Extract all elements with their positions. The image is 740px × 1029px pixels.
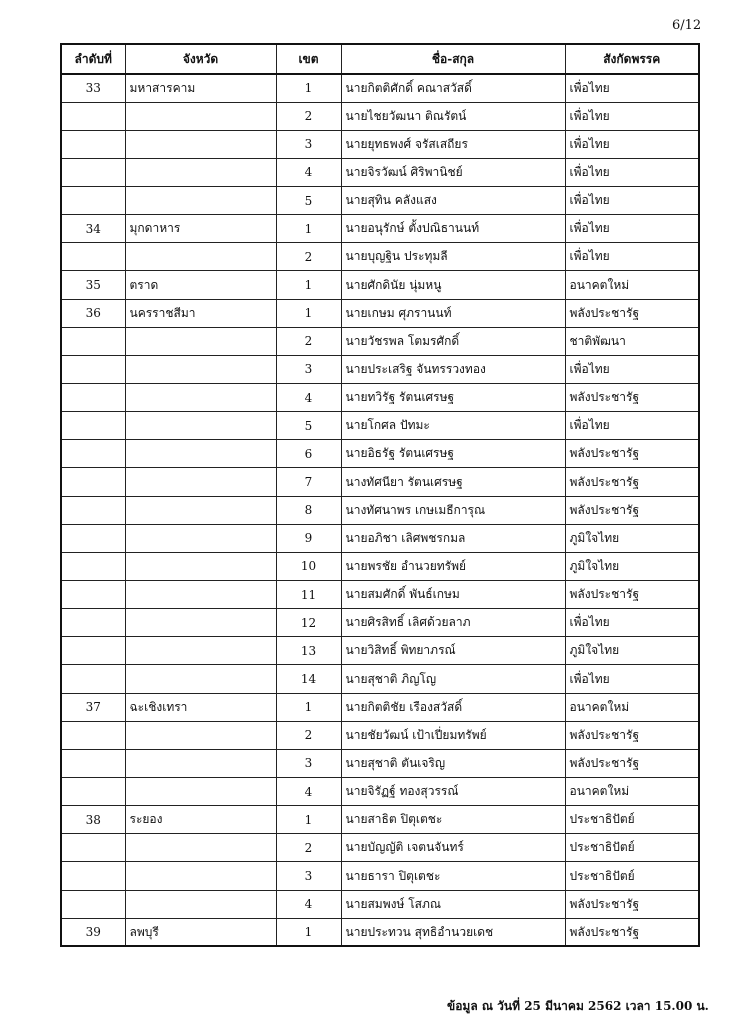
cell-district: 1: [276, 806, 341, 834]
table-row: [61, 862, 699, 890]
cell-province: [125, 130, 276, 158]
table-row: [61, 749, 699, 777]
cell-district: 2: [276, 102, 341, 130]
cell-name: นายจิรวัฒน์ ศิริพานิชย์: [341, 158, 565, 186]
cell-order: [61, 355, 125, 383]
cell-name: นายจิรัฏฐ์ ทองสุวรรณ์: [341, 778, 565, 806]
cell-district: 5: [276, 187, 341, 215]
cell-order: [61, 862, 125, 890]
cell-province: [125, 721, 276, 749]
cell-order: 33: [61, 74, 125, 102]
cell-district: 2: [276, 327, 341, 355]
table-row: [61, 552, 699, 580]
cell-party: อนาคตใหม่: [565, 778, 699, 806]
cell-party: พลังประชารัฐ: [565, 496, 699, 524]
cell-party: พลังประชารัฐ: [565, 581, 699, 609]
cell-district: 7: [276, 468, 341, 496]
cell-order: [61, 130, 125, 158]
cell-district: 1: [276, 693, 341, 721]
cell-name: นายกิตติชัย เรืองสวัสดิ์: [341, 693, 565, 721]
table-row: [61, 581, 699, 609]
cell-province: ระยอง: [125, 806, 276, 834]
table-row: [61, 693, 699, 721]
table-row: [61, 299, 699, 327]
page-number: 6/12: [672, 18, 702, 33]
cell-party: อนาคตใหม่: [565, 693, 699, 721]
cell-province: [125, 665, 276, 693]
header-name: ชื่อ-สกุล: [341, 44, 565, 74]
cell-party: อนาคตใหม่: [565, 271, 699, 299]
cell-party: ภูมิใจไทย: [565, 524, 699, 552]
cell-order: 36: [61, 299, 125, 327]
cell-order: [61, 440, 125, 468]
cell-order: [61, 581, 125, 609]
cell-province: ตราด: [125, 271, 276, 299]
cell-province: [125, 890, 276, 918]
cell-name: นายอนุรักษ์ ตั้งปณิธานนท์: [341, 215, 565, 243]
cell-province: [125, 243, 276, 271]
cell-name: นายสุชาติ ตันเจริญ: [341, 749, 565, 777]
cell-province: [125, 355, 276, 383]
cell-district: 3: [276, 130, 341, 158]
cell-party: พลังประชารัฐ: [565, 890, 699, 918]
cell-district: 1: [276, 299, 341, 327]
cell-name: นายวัชรพล โตมรศักดิ์: [341, 327, 565, 355]
cell-party: พลังประชารัฐ: [565, 299, 699, 327]
cell-province: [125, 778, 276, 806]
cell-district: 8: [276, 496, 341, 524]
cell-order: [61, 665, 125, 693]
cell-province: ลพบุรี: [125, 918, 276, 946]
cell-district: 2: [276, 721, 341, 749]
cell-name: นายอิธรัฐ รัตนเศรษฐ: [341, 440, 565, 468]
table-row: [61, 637, 699, 665]
cell-party: เพื่อไทย: [565, 74, 699, 102]
cell-district: 12: [276, 609, 341, 637]
table-row: [61, 130, 699, 158]
cell-party: ภูมิใจไทย: [565, 552, 699, 580]
cell-name: นายธารา ปิตุเตชะ: [341, 862, 565, 890]
cell-district: 5: [276, 412, 341, 440]
table-row: [61, 890, 699, 918]
cell-district: 3: [276, 355, 341, 383]
cell-party: พลังประชารัฐ: [565, 468, 699, 496]
cell-order: [61, 468, 125, 496]
cell-name: นายสุทิน คลังแสง: [341, 187, 565, 215]
table-row: [61, 721, 699, 749]
cell-order: [61, 187, 125, 215]
cell-district: 4: [276, 384, 341, 412]
cell-name: นายสมศักดิ์ พันธ์เกษม: [341, 581, 565, 609]
cell-province: [125, 496, 276, 524]
cell-order: 34: [61, 215, 125, 243]
cell-name: นายโกศล ปัทมะ: [341, 412, 565, 440]
cell-party: พลังประชารัฐ: [565, 918, 699, 946]
table-row: [61, 609, 699, 637]
cell-district: 1: [276, 271, 341, 299]
cell-district: 9: [276, 524, 341, 552]
cell-order: [61, 609, 125, 637]
cell-order: [61, 243, 125, 271]
cell-party: พลังประชารัฐ: [565, 440, 699, 468]
cell-party: เพื่อไทย: [565, 412, 699, 440]
cell-order: [61, 158, 125, 186]
cell-name: นายประทวน สุทธิอำนวยเดช: [341, 918, 565, 946]
footer-note: ข้อมูล ณ วันที่ 25 มีนาคม 2562 เวลา 15.00 น.: [447, 999, 709, 1013]
cell-party: เพื่อไทย: [565, 355, 699, 383]
cell-party: เพื่อไทย: [565, 215, 699, 243]
table-row: [61, 468, 699, 496]
cell-party: ประชาธิปัตย์: [565, 862, 699, 890]
cell-district: 1: [276, 74, 341, 102]
cell-district: 2: [276, 834, 341, 862]
cell-province: นครราชสีมา: [125, 299, 276, 327]
cell-order: [61, 890, 125, 918]
cell-province: [125, 862, 276, 890]
cell-province: [125, 524, 276, 552]
cell-district: 4: [276, 890, 341, 918]
table-row: [61, 665, 699, 693]
cell-party: เพื่อไทย: [565, 243, 699, 271]
cell-party: พลังประชารัฐ: [565, 749, 699, 777]
cell-province: [125, 637, 276, 665]
cell-name: นายเกษม ศุภรานนท์: [341, 299, 565, 327]
cell-province: [125, 412, 276, 440]
cell-province: [125, 581, 276, 609]
header-province: จังหวัด: [125, 44, 276, 74]
cell-name: นายบัญญัติ เจตนจันทร์: [341, 834, 565, 862]
cell-district: 6: [276, 440, 341, 468]
table-row: [61, 524, 699, 552]
cell-name: นายศักดินัย นุ่มหนู: [341, 271, 565, 299]
cell-province: ฉะเชิงเทรา: [125, 693, 276, 721]
cell-name: นายวิสิทธิ์ พิทยาภรณ์: [341, 637, 565, 665]
cell-order: 39: [61, 918, 125, 946]
cell-district: 1: [276, 215, 341, 243]
cell-order: [61, 496, 125, 524]
cell-order: [61, 412, 125, 440]
cell-name: นายทวิรัฐ รัตนเศรษฐ: [341, 384, 565, 412]
cell-province: [125, 384, 276, 412]
table-row: [61, 243, 699, 271]
cell-province: [125, 102, 276, 130]
cell-party: เพื่อไทย: [565, 609, 699, 637]
table-row: [61, 834, 699, 862]
cell-district: 4: [276, 158, 341, 186]
cell-district: 11: [276, 581, 341, 609]
election-results-table: [60, 43, 700, 947]
cell-order: [61, 102, 125, 130]
table-row: [61, 74, 699, 102]
cell-party: ประชาธิปัตย์: [565, 834, 699, 862]
cell-name: นายกิตติศักดิ์ คณาสวัสดิ์: [341, 74, 565, 102]
cell-province: [125, 187, 276, 215]
cell-order: [61, 552, 125, 580]
cell-order: 37: [61, 693, 125, 721]
table-row: [61, 215, 699, 243]
table-row: [61, 187, 699, 215]
cell-name: นายสมพงษ์ โสภณ: [341, 890, 565, 918]
cell-order: [61, 384, 125, 412]
cell-province: มหาสารคาม: [125, 74, 276, 102]
table-row: [61, 355, 699, 383]
cell-party: เพื่อไทย: [565, 665, 699, 693]
cell-order: [61, 327, 125, 355]
cell-province: [125, 609, 276, 637]
cell-name: นายพรชัย อำนวยทรัพย์: [341, 552, 565, 580]
table-row: [61, 778, 699, 806]
cell-province: [125, 440, 276, 468]
table-row: [61, 102, 699, 130]
cell-district: 1: [276, 918, 341, 946]
header-order: ลำดับที่: [61, 44, 125, 74]
cell-party: เพื่อไทย: [565, 102, 699, 130]
cell-name: นางทัศนียา รัตนเศรษฐ: [341, 468, 565, 496]
cell-name: นายไชยวัฒนา ติณรัตน์: [341, 102, 565, 130]
table-row: [61, 412, 699, 440]
cell-district: 2: [276, 243, 341, 271]
cell-district: 10: [276, 552, 341, 580]
table-row: [61, 158, 699, 186]
table-row: [61, 496, 699, 524]
cell-province: มุกดาหาร: [125, 215, 276, 243]
cell-party: พลังประชารัฐ: [565, 721, 699, 749]
cell-province: [125, 749, 276, 777]
cell-order: [61, 834, 125, 862]
cell-name: นายสุชาติ ภิญโญ: [341, 665, 565, 693]
table-row: [61, 806, 699, 834]
cell-name: นายศิรสิทธิ์ เลิศด้วยลาภ: [341, 609, 565, 637]
cell-district: 3: [276, 862, 341, 890]
cell-party: ชาติพัฒนา: [565, 327, 699, 355]
cell-district: 3: [276, 749, 341, 777]
table-row: [61, 440, 699, 468]
cell-province: [125, 468, 276, 496]
cell-order: [61, 524, 125, 552]
cell-name: นายบุญฐิน ประทุมลี: [341, 243, 565, 271]
cell-name: นายยุทธพงศ์ จรัสเสถียร: [341, 130, 565, 158]
table-row: [61, 327, 699, 355]
cell-name: นายชัยวัฒน์ เป้าเปี่ยมทรัพย์: [341, 721, 565, 749]
table-row: [61, 271, 699, 299]
cell-province: [125, 552, 276, 580]
cell-order: [61, 637, 125, 665]
cell-district: 14: [276, 665, 341, 693]
cell-order: [61, 749, 125, 777]
cell-party: เพื่อไทย: [565, 187, 699, 215]
cell-order: [61, 778, 125, 806]
cell-name: นายอภิชา เลิศพชรกมล: [341, 524, 565, 552]
cell-party: ภูมิใจไทย: [565, 637, 699, 665]
cell-party: เพื่อไทย: [565, 130, 699, 158]
table-row: [61, 918, 699, 946]
cell-province: [125, 327, 276, 355]
cell-province: [125, 834, 276, 862]
cell-order: 38: [61, 806, 125, 834]
cell-party: เพื่อไทย: [565, 158, 699, 186]
cell-party: พลังประชารัฐ: [565, 384, 699, 412]
cell-order: [61, 721, 125, 749]
cell-order: 35: [61, 271, 125, 299]
cell-province: [125, 158, 276, 186]
header-district: เขต: [276, 44, 341, 74]
cell-name: นางทัศนาพร เกษเมธีการุณ: [341, 496, 565, 524]
table-row: [61, 384, 699, 412]
cell-district: 4: [276, 778, 341, 806]
table-header-row: [61, 44, 699, 74]
cell-district: 13: [276, 637, 341, 665]
cell-name: นายสาธิต ปิตุเตชะ: [341, 806, 565, 834]
cell-name: นายประเสริฐ จันทรรวงทอง: [341, 355, 565, 383]
header-party: สังกัดพรรค: [565, 44, 699, 74]
cell-party: ประชาธิปัตย์: [565, 806, 699, 834]
